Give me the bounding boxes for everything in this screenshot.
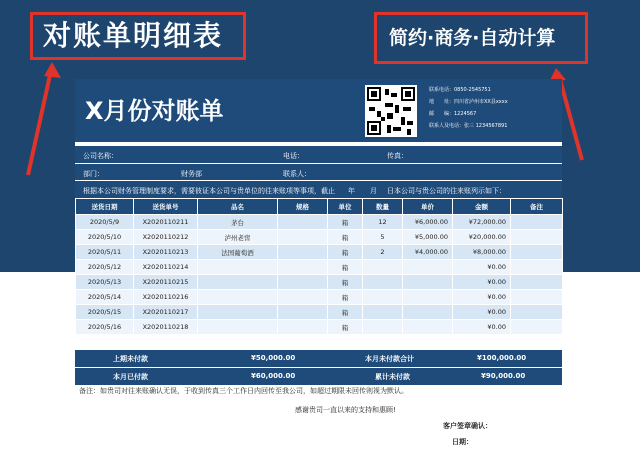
cumulative-unpaid-value: ¥90,000.00 xyxy=(481,372,526,380)
cell-quantity: 12 xyxy=(363,215,403,230)
cell-date: 2020/5/16 xyxy=(76,320,134,335)
banner-title-left: 对账单明细表 xyxy=(30,12,246,60)
cell-date: 2020/5/14 xyxy=(76,290,134,305)
qr-code-icon xyxy=(365,85,417,137)
table-row xyxy=(76,320,563,335)
cell-date: 2020/5/10 xyxy=(76,230,134,245)
cell-order-no: X2020110217 xyxy=(134,305,198,320)
cell-product xyxy=(198,305,278,320)
phone-label: 电话： xyxy=(283,152,304,160)
left-arrow-head xyxy=(44,62,61,78)
previous-unpaid-value: ¥50,000.00 xyxy=(251,354,296,362)
cell-product: 茅台 xyxy=(198,215,278,230)
statement-table xyxy=(75,198,563,335)
cell-unit: 箱 xyxy=(328,305,363,320)
cell-unit: 箱 xyxy=(328,215,363,230)
fax-label: 传真： xyxy=(387,152,408,160)
cell-quantity xyxy=(363,260,403,275)
month-paid-label: 本月已付款 xyxy=(113,373,148,381)
contact-postcode: 邮 编：1224567 xyxy=(429,111,477,117)
cell-price xyxy=(403,275,453,290)
table-row xyxy=(76,230,563,245)
cell-remark xyxy=(511,290,563,305)
table-row xyxy=(76,245,563,260)
remark-note: 备注：如贵司对往来账确认无误，于收到传真三个工作日内回传至我公司，如超过期限未回传则视为默认。 xyxy=(79,387,408,395)
cell-remark xyxy=(511,305,563,320)
cell-spec xyxy=(278,290,328,305)
cell-quantity xyxy=(363,305,403,320)
cell-price xyxy=(403,290,453,305)
cell-spec xyxy=(278,260,328,275)
cell-quantity xyxy=(363,290,403,305)
cell-order-no: X2020110213 xyxy=(134,245,198,260)
customer-sign-label: 客户签章确认： xyxy=(443,422,492,430)
cell-price xyxy=(403,260,453,275)
cell-spec xyxy=(278,245,328,260)
year-label: 年 xyxy=(348,187,355,195)
info-row-company xyxy=(75,146,562,163)
cell-product xyxy=(198,320,278,335)
banner-title-right: 简约·商务·自动计算 xyxy=(374,12,588,64)
cell-spec xyxy=(278,230,328,245)
month-unpaid-total-label: 本月未付款合计 xyxy=(365,355,414,363)
contact-label: 联系人： xyxy=(283,170,311,178)
cell-remark xyxy=(511,320,563,335)
cell-spec xyxy=(278,320,328,335)
statement-intro: 根据本公司财务管理制度要求，需要彼证本公司与贵单位的往来账项等事项，截止 xyxy=(83,187,335,195)
cell-date: 2020/5/11 xyxy=(76,245,134,260)
statement-title: X月份对账单 xyxy=(85,97,224,125)
cell-product: 法国葡萄酒 xyxy=(198,245,278,260)
cell-quantity xyxy=(363,275,403,290)
contact-address: 地 址：四川省泸州市XX县xxxx xyxy=(429,99,508,105)
col-header-quantity: 数量 xyxy=(363,199,403,215)
cell-amount: ¥72,000.00 xyxy=(453,215,511,230)
col-header-spec: 规格 xyxy=(278,199,328,215)
cell-product xyxy=(198,275,278,290)
cell-quantity: 5 xyxy=(363,230,403,245)
cell-unit: 箱 xyxy=(328,245,363,260)
info-row-department xyxy=(75,164,562,180)
cell-remark xyxy=(511,230,563,245)
cell-order-no: X2020110215 xyxy=(134,275,198,290)
contact-person: 联系人及电话：张三 1234567891 xyxy=(429,123,508,129)
cell-product xyxy=(198,260,278,275)
summary-row-previous xyxy=(75,350,562,367)
col-header-remark: 备注 xyxy=(511,199,563,215)
cell-price: ¥5,000.00 xyxy=(403,230,453,245)
month-paid-value: ¥60,000.00 xyxy=(251,372,296,380)
table-header-row xyxy=(76,199,563,215)
table-row xyxy=(76,260,563,275)
cell-quantity: 2 xyxy=(363,245,403,260)
date-label: 日期： xyxy=(452,438,473,446)
cell-unit: 箱 xyxy=(328,290,363,305)
cell-order-no: X2020110216 xyxy=(134,290,198,305)
table-body xyxy=(76,215,563,335)
cell-price xyxy=(403,305,453,320)
month-unpaid-total-value: ¥100,000.00 xyxy=(477,354,527,362)
statement-document xyxy=(75,79,562,449)
cell-order-no: X2020110214 xyxy=(134,260,198,275)
company-name-label: 公司名称： xyxy=(83,152,118,160)
cell-quantity xyxy=(363,320,403,335)
cell-remark xyxy=(511,215,563,230)
cell-product: 泸州老窖 xyxy=(198,230,278,245)
info-row-statement-text xyxy=(75,181,562,198)
department-value: 财务部 xyxy=(181,170,202,178)
col-header-date: 送货日期 xyxy=(76,199,134,215)
cell-remark xyxy=(511,275,563,290)
statement-header xyxy=(75,79,562,142)
cell-remark xyxy=(511,260,563,275)
col-header-product: 品名 xyxy=(198,199,278,215)
cumulative-unpaid-label: 累计未付款 xyxy=(375,373,410,381)
cell-order-no: X2020110218 xyxy=(134,320,198,335)
cell-amount: ¥20,000.00 xyxy=(453,230,511,245)
col-header-unit: 单位 xyxy=(328,199,363,215)
cell-amount: ¥0.00 xyxy=(453,290,511,305)
cell-spec xyxy=(278,275,328,290)
cell-price xyxy=(403,320,453,335)
table-row xyxy=(76,290,563,305)
cell-order-no: X2020110211 xyxy=(134,215,198,230)
thanks-message: 感谢贵司一直以来的支持和惠顾! xyxy=(295,406,396,414)
col-header-order-no: 送货单号 xyxy=(134,199,198,215)
previous-unpaid-label: 上期未付款 xyxy=(113,355,148,363)
cell-price: ¥4,000.00 xyxy=(403,245,453,260)
left-arrow-line xyxy=(28,66,52,175)
cell-order-no: X2020110212 xyxy=(134,230,198,245)
cell-spec xyxy=(278,215,328,230)
month-label: 月 xyxy=(370,187,377,195)
cell-amount: ¥0.00 xyxy=(453,260,511,275)
contact-phone: 联系电话：0850-2545751 xyxy=(429,87,491,93)
cell-unit: 箱 xyxy=(328,320,363,335)
cell-date: 2020/5/12 xyxy=(76,260,134,275)
contact-info xyxy=(429,84,508,132)
cell-date: 2020/5/15 xyxy=(76,305,134,320)
cell-spec xyxy=(278,305,328,320)
statement-outro: 日本公司与贵公司的往来账列示如下： xyxy=(387,187,506,195)
cell-unit: 箱 xyxy=(328,275,363,290)
cell-amount: ¥0.00 xyxy=(453,275,511,290)
cell-amount: ¥8,000.00 xyxy=(453,245,511,260)
table-row xyxy=(76,215,563,230)
table-row xyxy=(76,305,563,320)
department-label: 部门： xyxy=(83,170,104,178)
cell-price: ¥6,000.00 xyxy=(403,215,453,230)
cell-date: 2020/5/13 xyxy=(76,275,134,290)
cell-remark xyxy=(511,245,563,260)
cell-unit: 箱 xyxy=(328,230,363,245)
cell-amount: ¥0.00 xyxy=(453,305,511,320)
cell-date: 2020/5/9 xyxy=(76,215,134,230)
cell-unit: 箱 xyxy=(328,260,363,275)
col-header-amount: 金额 xyxy=(453,199,511,215)
cell-amount: ¥0.00 xyxy=(453,320,511,335)
col-header-price: 单价 xyxy=(403,199,453,215)
table-row xyxy=(76,275,563,290)
cell-product xyxy=(198,290,278,305)
summary-row-current xyxy=(75,368,562,385)
